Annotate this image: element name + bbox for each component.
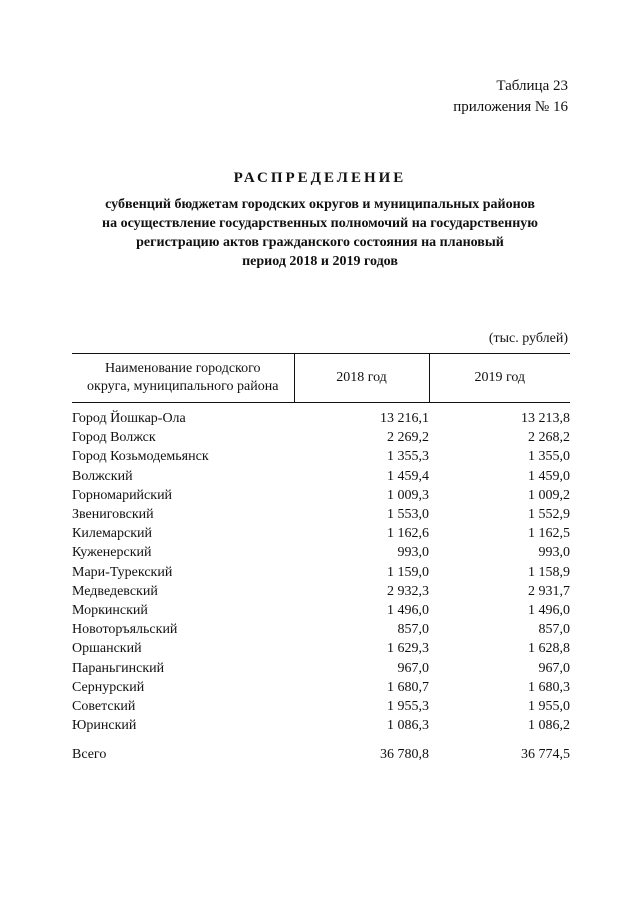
row-value-2018: 1 629,3 (387, 641, 429, 657)
row-value-2019: 1 955,0 (528, 699, 570, 715)
row-value-2018: 36 780,8 (380, 747, 429, 763)
row-name: Юринский (72, 718, 137, 734)
row-value-2018: 1 159,0 (387, 564, 429, 580)
row-value-2019: 1 459,0 (528, 468, 570, 484)
row-value-2018: 1 553,0 (387, 507, 429, 523)
table-row (72, 505, 570, 524)
table-row (72, 428, 570, 447)
table-row (72, 486, 570, 505)
row-value-2018: 1 496,0 (387, 603, 429, 619)
row-value-2019: 1 552,9 (528, 507, 570, 523)
row-name: Новоторъяльский (72, 622, 178, 638)
row-value-2019: 2 268,2 (528, 430, 570, 446)
row-name: Мари-Турекский (72, 564, 173, 580)
table-row (72, 403, 570, 429)
row-value-2018: 2 269,2 (387, 430, 429, 446)
document-subtitle (60, 195, 580, 271)
row-name: Город Йошкар-Ола (72, 411, 186, 426)
row-value-2019: 857,0 (538, 622, 570, 638)
row-value-2018: 1 680,7 (387, 679, 429, 695)
row-value-2018: 2 932,3 (387, 583, 429, 599)
table-row (72, 582, 570, 601)
units-label: (тыс. рублей) (488, 331, 568, 346)
table-row (72, 716, 570, 735)
table-row (72, 467, 570, 486)
column-header-name-line: округа, муниципального района (87, 379, 279, 394)
row-value-2018: 1 355,3 (387, 449, 429, 465)
table-row (72, 524, 570, 543)
table-reference (453, 76, 568, 118)
row-value-2019: 1 680,3 (528, 679, 570, 695)
row-value-2019: 1 086,2 (528, 718, 570, 734)
row-name: Килемарский (72, 526, 153, 542)
row-value-2019: 1 355,0 (528, 449, 570, 465)
row-value-2019: 993,0 (538, 545, 570, 561)
subtitle-line: период 2018 и 2019 годов (242, 254, 398, 269)
row-value-2018: 1 162,6 (387, 526, 429, 542)
subtitle-line: субвенций бюджетам городских округов и муниципальных районов (105, 197, 535, 212)
row-value-2019: 13 213,8 (521, 411, 570, 426)
row-name: Волжский (72, 468, 133, 484)
column-header-2019: 2019 год (429, 354, 570, 403)
table-number: Таблица 23 (496, 78, 568, 94)
row-name: Куженерский (72, 545, 152, 561)
row-value-2019: 1 158,9 (528, 564, 570, 580)
row-name: Город Волжск (72, 430, 156, 446)
row-value-2018: 1 955,3 (387, 699, 429, 715)
appendix-number: приложения № 16 (453, 99, 568, 115)
column-header-2018: 2018 год (294, 354, 429, 403)
row-name: Сернурский (72, 679, 145, 695)
row-value-2019: 1 496,0 (528, 603, 570, 619)
row-name: Медведевский (72, 583, 158, 599)
subtitle-line: регистрацию актов гражданского состояния на плановый (136, 235, 504, 250)
row-value-2019: 1 009,2 (528, 487, 570, 503)
table-row (72, 601, 570, 620)
row-name: Советский (72, 699, 136, 715)
row-value-2018: 1 459,4 (387, 468, 429, 484)
row-value-2018: 993,0 (397, 545, 429, 561)
row-name: Оршанский (72, 641, 142, 657)
row-value-2019: 1 162,5 (528, 526, 570, 542)
table-row (72, 620, 570, 639)
row-value-2018: 1 086,3 (387, 718, 429, 734)
table-row (72, 563, 570, 582)
row-value-2019: 36 774,5 (521, 747, 570, 763)
table-row (72, 697, 570, 716)
table-row (72, 659, 570, 678)
row-value-2019: 2 931,7 (528, 583, 570, 599)
column-header-name (72, 354, 294, 403)
table-row (72, 639, 570, 658)
table-header-row (72, 354, 570, 403)
row-value-2018: 857,0 (397, 622, 429, 638)
row-name: Звениговский (72, 507, 154, 523)
row-value-2018: 1 009,3 (387, 487, 429, 503)
distribution-table (72, 353, 570, 765)
table-row (72, 447, 570, 466)
row-value-2019: 1 628,8 (528, 641, 570, 657)
table-total-row (72, 735, 570, 764)
table-body (72, 403, 570, 765)
row-name: Всего (72, 747, 107, 763)
subtitle-line: на осуществление государственных полномочий на государственную (102, 216, 538, 231)
table-row (72, 678, 570, 697)
row-name: Моркинский (72, 603, 148, 619)
row-name: Параньгинский (72, 660, 165, 676)
row-value-2018: 967,0 (397, 660, 429, 676)
row-name: Город Козьмодемьянск (72, 449, 209, 465)
row-value-2018: 13 216,1 (380, 411, 429, 426)
document-title: РАСПРЕДЕЛЕНИЕ (233, 170, 407, 186)
table-row (72, 543, 570, 562)
row-value-2019: 967,0 (538, 660, 570, 676)
column-header-name-line: Наименование городского (104, 361, 261, 376)
row-name: Горномарийский (72, 487, 173, 503)
